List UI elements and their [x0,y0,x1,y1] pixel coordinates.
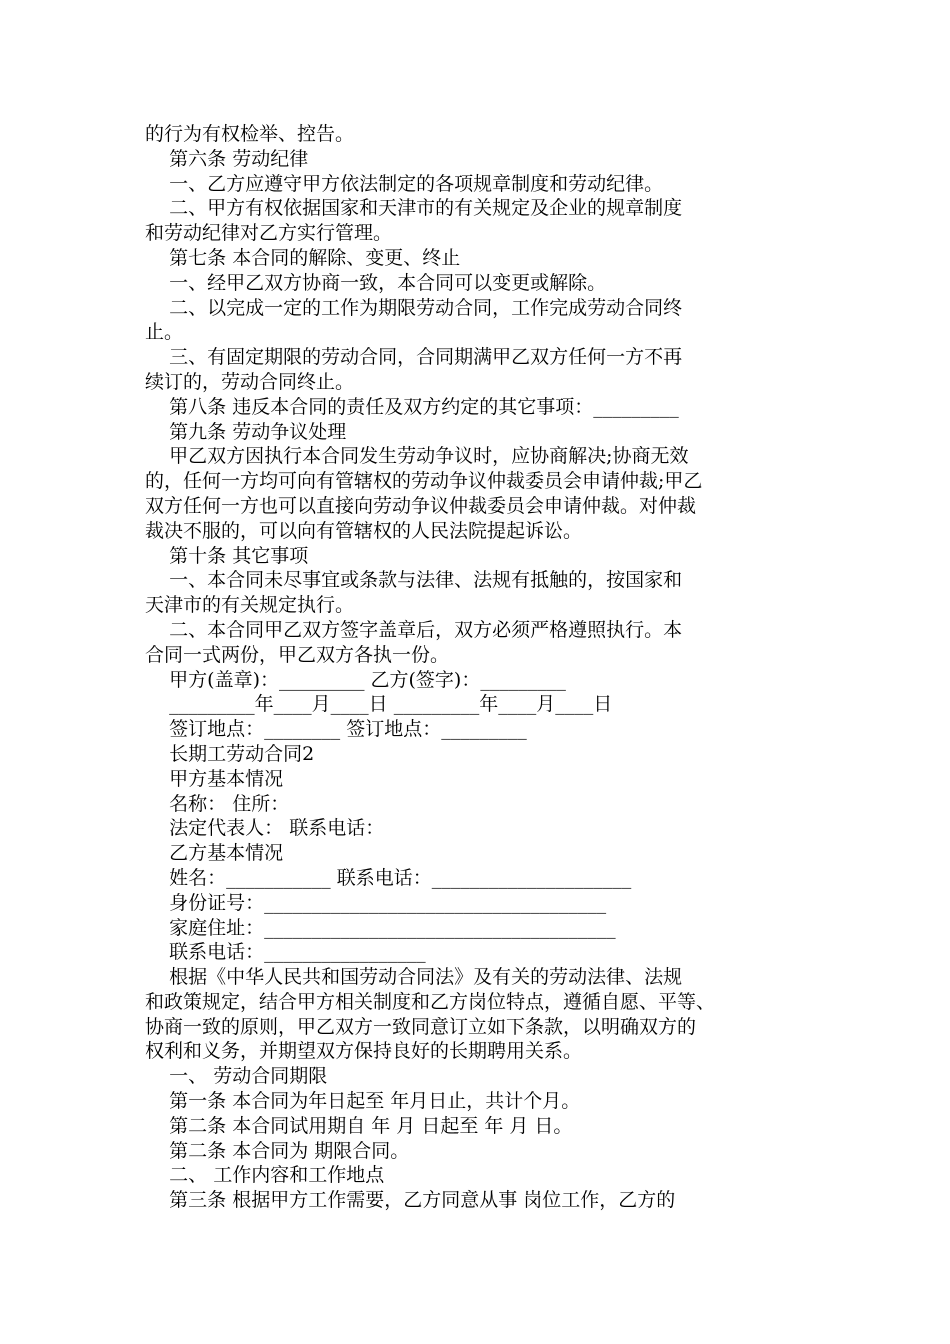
text-line: 第七条 本合同的解除、变更、终止 [145,246,461,269]
text-line: 甲乙双方因执行本合同发生劳动争议时，应协商解决;协商无效 [145,445,689,468]
text-line: 联系电话：_________________ [145,941,426,964]
text-line: 家庭住址：_____________________________________ [145,916,616,939]
text-line: 签订地点：________ 签订地点：_________ [145,718,527,741]
text-line: 乙方基本情况 [145,842,284,865]
text-line: 权利和义务，并期望双方保持良好的长期聘用关系。 [145,1040,583,1063]
text-line: 根据《中华人民共和国劳动合同法》及有关的劳动法律、法规 [145,966,683,989]
text-line: 的，任何一方均可向有管辖权的劳动争议仲裁委员会申请仲裁;甲乙 [145,470,703,493]
text-line: 第三条 根据甲方工作需要，乙方同意从事 岗位工作，乙方的 [145,1189,676,1212]
text-line: 第一条 本合同为年日起至 年月日止，共计个月。 [145,1090,581,1113]
text-line: 续订的，劳动合同终止。 [145,370,355,393]
text-line: 双方任何一方也可以直接向劳动争议仲裁委员会申请仲裁。对仲裁 [145,494,697,517]
text-line: 一、本合同未尽事宜或条款与法律、法规有抵触的，按国家和 [145,569,683,592]
text-line: 二、 工作内容和工作地点 [145,1164,385,1187]
text-line: 合同一式两份，甲乙双方各执一份。 [145,643,450,666]
text-line: 的行为有权检举、控告。 [145,123,355,145]
text-line: 一、经甲乙双方协商一致，本合同可以变更或解除。 [145,271,607,294]
text-line: 第九条 劳动争议处理 [145,420,347,443]
text-line: 天津市的有关规定执行。 [145,594,355,617]
text-line: 二、本合同甲乙双方签字盖章后，双方必须严格遵照执行。本 [145,618,683,641]
text-line: 身份证号：____________________________________ [145,891,607,914]
text-line: 姓名：___________ 联系电话：_____________________ [145,866,632,889]
text-line: 止。 [145,321,184,344]
text-line: 第十条 其它事项 [145,544,309,567]
text-line: 第六条 劳动纪律 [145,147,309,170]
text-line: 第二条 本合同为 期限合同。 [145,1139,410,1162]
text-line: 二、以完成一定的工作为期限劳动合同，工作完成劳动合同终 [145,296,683,319]
text-line: 第二条 本合同试用期自 年 月 日起至 年 月 日。 [145,1114,573,1137]
document-body [145,122,810,1213]
text-line: 名称： 住所： [145,792,290,815]
text-line: 裁决不服的，可以向有管辖权的人民法院提起诉讼。 [145,519,583,542]
text-line: 和劳动纪律对乙方实行管理。 [145,222,393,245]
text-line: 一、乙方应遵守甲方依法制定的各项规章制度和劳动纪律。 [145,172,664,195]
text-line: 第八条 违反本合同的责任及双方约定的其它事项：_________ [145,395,679,418]
text-line: 二、甲方有权依据国家和天津市的有关规定及企业的规章制度 [145,197,683,220]
text-line: 甲方基本情况 [145,767,284,790]
text-line: 长期工劳动合同2 [145,742,315,765]
text-line: 法定代表人： 联系电话： [145,817,385,840]
text-line: 三、有固定期限的劳动合同，合同期满甲乙双方任何一方不再 [145,346,683,369]
text-line: 和政策规定，结合甲方相关制度和乙方岗位特点，遵循自愿、平等、 [145,990,716,1013]
text-line: 甲方(盖章)：_________ 乙方(签字)：_________ [145,668,566,691]
text-line: _________年____月____日 _________年____月____日 [145,693,613,716]
text-line: 协商一致的原则，甲乙双方一致同意订立如下条款，以明确双方的 [145,1015,697,1038]
text-line: 一、 劳动合同期限 [145,1065,328,1088]
